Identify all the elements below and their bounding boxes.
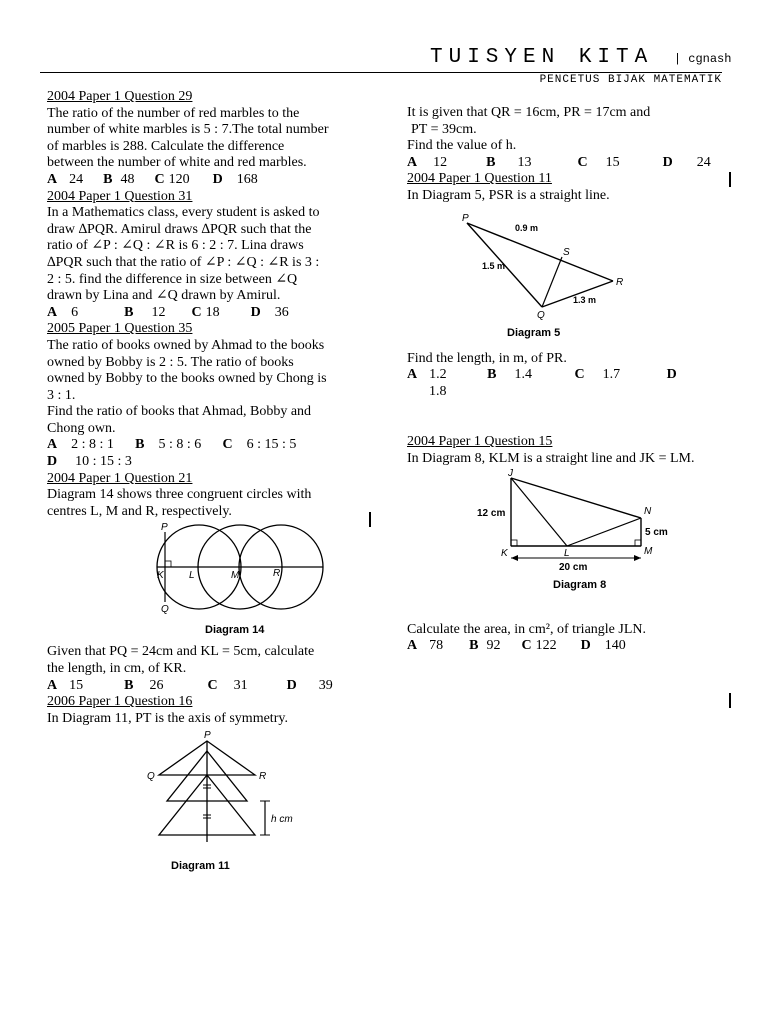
- q2-option-value: 12: [151, 304, 166, 320]
- diagram-11-label-r: R: [259, 771, 267, 783]
- q7-option-value: 92: [486, 638, 501, 654]
- q3-option-value: 10 : 15 : 3: [75, 454, 132, 470]
- q5b-option-letter: A: [407, 154, 418, 170]
- q7-heading: 2004 Paper 1 Question 15: [407, 434, 553, 450]
- diagram-8-label-km: 20 cm: [559, 561, 588, 573]
- diagram-14: [47, 520, 372, 640]
- diagram-5-label-r: R: [616, 276, 624, 288]
- q5-heading: 2006 Paper 1 Question 16: [47, 694, 193, 710]
- diagram-8-label-m: M: [644, 545, 653, 557]
- q7-option-value: 78: [429, 638, 444, 654]
- q7-options: [407, 638, 727, 655]
- q4-heading: 2004 Paper 1 Question 21: [47, 470, 193, 486]
- diagram-11: [47, 727, 372, 877]
- q2-line: ∆PQR such that the ratio of ∠P : ∠Q : ∠R is 3 :: [47, 254, 320, 270]
- q6-after-line: Find the length, in m, of PR.: [407, 350, 567, 366]
- q1-line: of marbles is 288. Calculate the difference: [47, 138, 285, 154]
- q6-option-letter: A: [407, 367, 418, 383]
- q7-option-letter: C: [521, 638, 532, 654]
- q6-options: [407, 367, 727, 384]
- diagram-5-label-p: P: [462, 212, 469, 224]
- q1-option-value: 24: [69, 171, 84, 187]
- diagram-5-label-ps: 0.9 m: [515, 222, 539, 233]
- q6-option-letter: B: [487, 367, 497, 383]
- q5b-line: Find the value of h.: [407, 138, 517, 154]
- q4-option-value: 26: [149, 677, 164, 693]
- diagram-5-label-s: S: [563, 246, 570, 258]
- text-cursor: [729, 693, 731, 708]
- q1-option-letter: C: [154, 171, 165, 187]
- q2-line: 2 : 5. find the difference in size between ∠Q: [47, 271, 298, 287]
- q3-options: [47, 437, 372, 454]
- q4-option-letter: B: [124, 677, 134, 693]
- q3-line: The ratio of books owned by Ahmad to the books: [47, 337, 325, 353]
- q3-line: Chong own.: [47, 420, 116, 436]
- q7-option-value: 122: [535, 638, 557, 654]
- header-rule: [40, 72, 722, 73]
- q1-options: [47, 172, 372, 189]
- text-cursor: [729, 172, 731, 187]
- q7-option-letter: A: [407, 638, 418, 654]
- header-title-text: TUISYEN KITA: [430, 46, 654, 69]
- diagram-8-label-k: K: [501, 547, 508, 559]
- q5b-option-letter: C: [577, 154, 588, 170]
- q3-option-value: 6 : 15 : 5: [246, 437, 297, 453]
- diagram-14-label-m: M: [231, 570, 240, 582]
- q2-option-letter: B: [124, 304, 134, 320]
- q6-heading: 2004 Paper 1 Question 11: [407, 171, 552, 187]
- q5b-option-value: 12: [433, 154, 448, 170]
- q2-option-letter: D: [250, 304, 261, 320]
- q5b-option-value: 24: [696, 154, 711, 170]
- diagram-8-caption: Diagram 8: [553, 578, 607, 591]
- q3-heading: 2005 Paper 1 Question 35: [47, 321, 193, 337]
- q1-line: between the number of white and red marbles.: [47, 155, 307, 171]
- right-column: [407, 105, 727, 655]
- q5-line: In Diagram 11, PT is the axis of symmetry.: [47, 710, 288, 726]
- q2-heading: 2004 Paper 1 Question 31: [47, 188, 193, 204]
- q1-option-letter: B: [103, 171, 113, 187]
- q6-option-letter: D: [666, 367, 677, 383]
- q6-line: In Diagram 5, PSR is a straight line.: [407, 187, 610, 203]
- diagram-8-label-n: N: [644, 505, 652, 517]
- q4-after-line: Given that PQ = 24cm and KL = 5cm, calculate: [47, 644, 315, 660]
- header-tagline: PENCETUS BIJAK MATEMATIK: [539, 74, 722, 86]
- q4-option-value: 15: [69, 677, 84, 693]
- q2-option-letter: A: [47, 304, 58, 320]
- diagram-14-label-q: Q: [161, 604, 169, 616]
- q1-option-value: 168: [236, 171, 258, 187]
- q2-option-value: 6: [71, 304, 79, 320]
- q1-line: The ratio of the number of red marbles to the: [47, 105, 300, 121]
- diagram-5: [407, 205, 727, 345]
- q7-option-value: 140: [604, 638, 626, 654]
- q3-line: owned by Bobby to the books owned by Chong is: [47, 371, 327, 387]
- q2-line: drawn by Lina and ∠Q drawn by Amirul.: [47, 288, 281, 304]
- q5b-option-letter: D: [662, 154, 673, 170]
- diagram-5-label-q: Q: [537, 309, 545, 321]
- diagram-8-label-nm: 5 cm: [645, 526, 668, 538]
- diagram-11-label-h: h cm: [271, 814, 293, 826]
- q6-option-value: 1.4: [514, 367, 532, 383]
- q6-option-letter: C: [574, 367, 585, 383]
- header-separator: |: [673, 52, 682, 66]
- q2-option-value: 36: [274, 304, 289, 320]
- q1-line: number of white marbles is 5 : 7.The total number: [47, 122, 329, 138]
- q6-option-value: 1.7: [602, 367, 621, 383]
- text-cursor: [369, 512, 371, 527]
- q6-option-value: 1.2: [429, 367, 447, 383]
- q7-line: In Diagram 8, KLM is a straight line and JK = LM.: [407, 450, 695, 466]
- q2-line: ratio of ∠P : ∠Q : ∠R is 6 : 2 : 7. Lina draws: [47, 238, 304, 254]
- q4-line: centres L, M and R, respectively.: [47, 503, 232, 519]
- q3-option-letter: C: [222, 437, 233, 453]
- q3-line: owned by Bobby is 2 : 5. The ratio of books: [47, 354, 294, 370]
- q3-line: Find the ratio of books that Ahmad, Bobby and: [47, 404, 312, 420]
- q1-option-value: 120: [168, 171, 190, 187]
- q3-option-value: 5 : 8 : 6: [158, 437, 202, 453]
- q2-line: In a Mathematics class, every student is asked to: [47, 205, 320, 221]
- diagram-5-caption: Diagram 5: [507, 326, 561, 339]
- q3-option-letter: A: [47, 437, 58, 453]
- q2-option-value: 18: [205, 304, 220, 320]
- header-author: cgnash: [688, 52, 732, 66]
- header-title: [430, 46, 731, 69]
- diagram-14-label-r: R: [273, 568, 281, 580]
- diagram-8-label-j: J: [508, 467, 513, 479]
- q1-heading: 2004 Paper 1 Question 29: [47, 89, 193, 104]
- left-column: [47, 89, 372, 877]
- diagram-5-label-pq: 1.5 m: [482, 260, 506, 271]
- q7-option-letter: D: [580, 638, 591, 654]
- q1-option-letter: A: [47, 171, 58, 187]
- diagram-8-label-l: L: [564, 547, 570, 559]
- q4-option-letter: C: [207, 677, 218, 693]
- q4-after-line: the length, in cm, of KR.: [47, 661, 187, 677]
- q3-option-value: 2 : 8 : 1: [71, 437, 114, 453]
- q3-option-letter: D: [47, 454, 58, 470]
- diagram-14-label-k: K: [157, 570, 164, 582]
- q4-option-letter: A: [47, 677, 58, 693]
- q1-option-value: 48: [120, 171, 135, 187]
- diagram-11-label-q: Q: [147, 771, 155, 783]
- diagram-8-label-jk: 12 cm: [477, 507, 506, 519]
- q7-option-letter: B: [469, 638, 479, 654]
- q3-option-letter: B: [135, 437, 145, 453]
- q5b-line: PT = 39cm.: [411, 121, 477, 137]
- q1-option-letter: D: [212, 171, 223, 187]
- q5b-line: It is given that QR = 16cm, PR = 17cm and: [407, 105, 651, 120]
- diagram-5-label-qr: 1.3 m: [573, 294, 597, 305]
- q2-line: draw ∆PQR. Amirul draws ∆PQR such that the: [47, 221, 312, 237]
- diagram-14-caption: Diagram 14: [205, 624, 265, 637]
- q5b-option-value: 15: [605, 154, 620, 170]
- diagram-14-label-p: P: [161, 522, 168, 534]
- q2-option-letter: C: [191, 304, 202, 320]
- q3-options-row2: [47, 454, 372, 471]
- q5b-option-letter: B: [486, 154, 496, 170]
- q3-line: 3 : 1.: [47, 387, 76, 403]
- q6-option-d-value: 1.8: [429, 383, 447, 399]
- q5b-option-value: 13: [517, 154, 532, 170]
- diagram-14-label-l: L: [189, 570, 195, 582]
- q4-option-value: 31: [233, 677, 248, 693]
- q4-option-letter: D: [286, 677, 297, 693]
- diagram-8: [407, 468, 727, 608]
- q4-line: Diagram 14 shows three congruent circles with: [47, 487, 312, 503]
- q5b-options: [407, 155, 727, 172]
- q4-options: [47, 678, 372, 695]
- q4-option-value: 39: [318, 677, 333, 693]
- diagram-11-label-p: P: [204, 730, 211, 742]
- q2-options: [47, 305, 372, 322]
- diagram-11-caption: Diagram 11: [171, 860, 230, 873]
- q7-after-line: Calculate the area, in cm², of triangle JLN.: [407, 621, 646, 637]
